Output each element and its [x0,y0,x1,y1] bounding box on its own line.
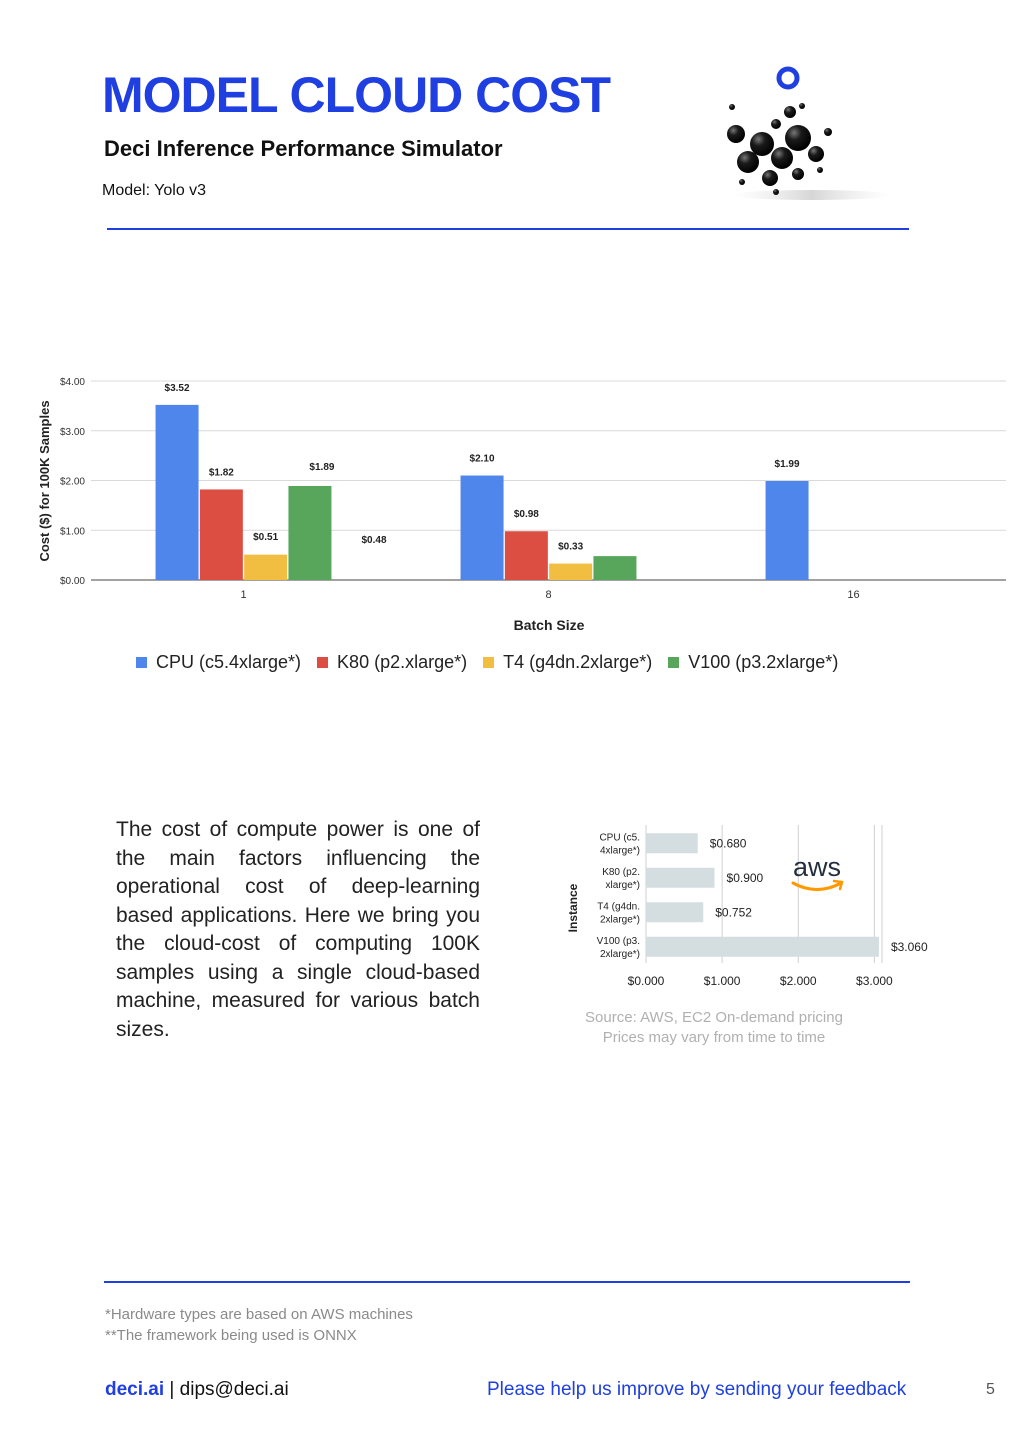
data-label-cpu-batch-16: $1.99 [774,458,800,470]
bar-cpu-batch-16 [766,481,809,580]
footer-divider [104,1281,910,1283]
bar-cpu-batch-1 [156,405,199,580]
bar-cpu-batch-8 [461,476,504,580]
legend-label-cpu: CPU (c5.4xlarge*) [156,652,302,672]
aws-category-label: xlarge*) [605,879,640,891]
model-label: Model: Yolo v3 [102,182,207,199]
brand-link[interactable]: deci.ai [105,1379,165,1400]
aws-category-label: T4 (g4dn. [597,901,640,913]
aws-bar [646,833,698,853]
data-label-t4-batch-8: $0.33 [558,541,584,553]
legend-label-v100: V100 (p3.2xlarge*) [688,652,839,672]
feedback-link[interactable]: Please help us improve by sending your feedback [487,1379,907,1400]
aws-bar [646,902,703,922]
data-label-t4-batch-1: $0.51 [253,532,279,543]
x-axis-label: Batch Size [513,617,585,633]
y-tick-label: $2.00 [59,476,85,488]
aws-category-label: 2xlarge*) [599,948,640,960]
bar-v100-batch-1 [288,486,331,580]
x-tick-label: 1 [240,589,247,601]
footnotes [105,1304,413,1346]
aws-x-tick-label: $2.000 [779,974,817,988]
legend-label-t4: T4 (g4dn.2xlarge*) [503,652,653,672]
legend-swatch-v100 [668,657,679,668]
aws-smile-icon [793,883,841,890]
data-label-cpu-batch-1: $3.52 [164,382,190,394]
page-title: MODEL CLOUD COST [102,67,611,123]
source-line-2: Prices may vary from time to time [602,1029,826,1046]
aws-category-label: CPU (c5. [599,832,640,844]
bar-v100-batch-8 [593,556,636,580]
page-subtitle: Deci Inference Performance Simulator [104,136,503,161]
data-label-v100-batch-8: $0.48 [361,535,387,546]
legend-item-v100 [668,652,838,673]
aws-value-label: $0.900 [726,870,764,885]
aws-pricing-chart [560,820,928,1000]
footnote-2: **The framework being used is ONNX [105,1327,357,1344]
legend-swatch-k80 [317,657,328,668]
x-tick-label: 16 [847,589,860,601]
footer-separator: | [164,1379,180,1400]
footer-contact [105,1379,289,1401]
y-tick-label: $3.00 [59,426,85,438]
page-number: 5 [986,1381,995,1398]
source-line-1: Source: AWS, EC2 On-demand pricing [585,1009,843,1026]
aws-category-label: 2xlarge*) [599,914,640,926]
data-label-k80-batch-1: $1.82 [208,467,234,479]
aws-x-tick-label: $1.000 [703,974,741,988]
bar-t4-batch-1 [244,555,287,580]
aws-logo-text: aws [792,852,842,882]
source-note [560,1008,868,1048]
data-label-cpu-batch-8: $2.10 [469,453,495,465]
data-label-v100-batch-1: $1.89 [309,462,335,473]
aws-value-label: $3.060 [890,939,928,954]
y-tick-label: $4.00 [59,377,85,388]
aws-logo [788,852,846,901]
y-tick-label: $1.00 [59,526,85,538]
aws-y-axis-label: Instance [566,883,580,933]
chart-legend [136,652,838,673]
y-axis-label: Cost ($) for 100K Samples [37,400,52,562]
deci-spheres-logo [712,62,902,207]
aws-value-label: $0.680 [709,836,747,851]
bar-k80-batch-1 [200,489,243,580]
legend-swatch-t4 [483,657,494,668]
legend-item-cpu [136,652,301,673]
legend-item-k80 [317,652,467,673]
aws-value-label: $0.752 [715,905,752,920]
bar-k80-batch-8 [505,531,548,580]
aws-bar [646,937,879,957]
cost-bar-chart [30,360,1010,645]
x-tick-label: 8 [545,589,552,601]
y-tick-label: $0.00 [59,576,85,587]
bar-t4-batch-8 [549,564,592,580]
aws-category-label: 4xlarge*) [599,845,640,857]
legend-item-t4 [483,652,652,673]
email-link[interactable]: dips@deci.ai [179,1379,289,1400]
footnote-1: *Hardware types are based on AWS machines [105,1306,413,1323]
legend-swatch-cpu [136,657,147,668]
header-divider [107,228,909,230]
aws-x-tick-label: $3.000 [856,974,893,988]
aws-category-label: V100 (p3. [596,935,640,947]
legend-label-k80: K80 (p2.xlarge*) [337,652,468,672]
intro-paragraph: The cost of compute power is one of the main factors influencing the operational cost of deep-learning based applications. Here we bring you the cloud-cost of computing 100K samples using a single cloud-based machine, measured for various batch sizes. [116,818,480,1041]
aws-bar [646,868,715,888]
aws-x-tick-label: $0.000 [627,974,665,988]
data-label-k80-batch-8: $0.98 [513,509,539,521]
aws-category-label: K80 (p2. [602,866,640,878]
